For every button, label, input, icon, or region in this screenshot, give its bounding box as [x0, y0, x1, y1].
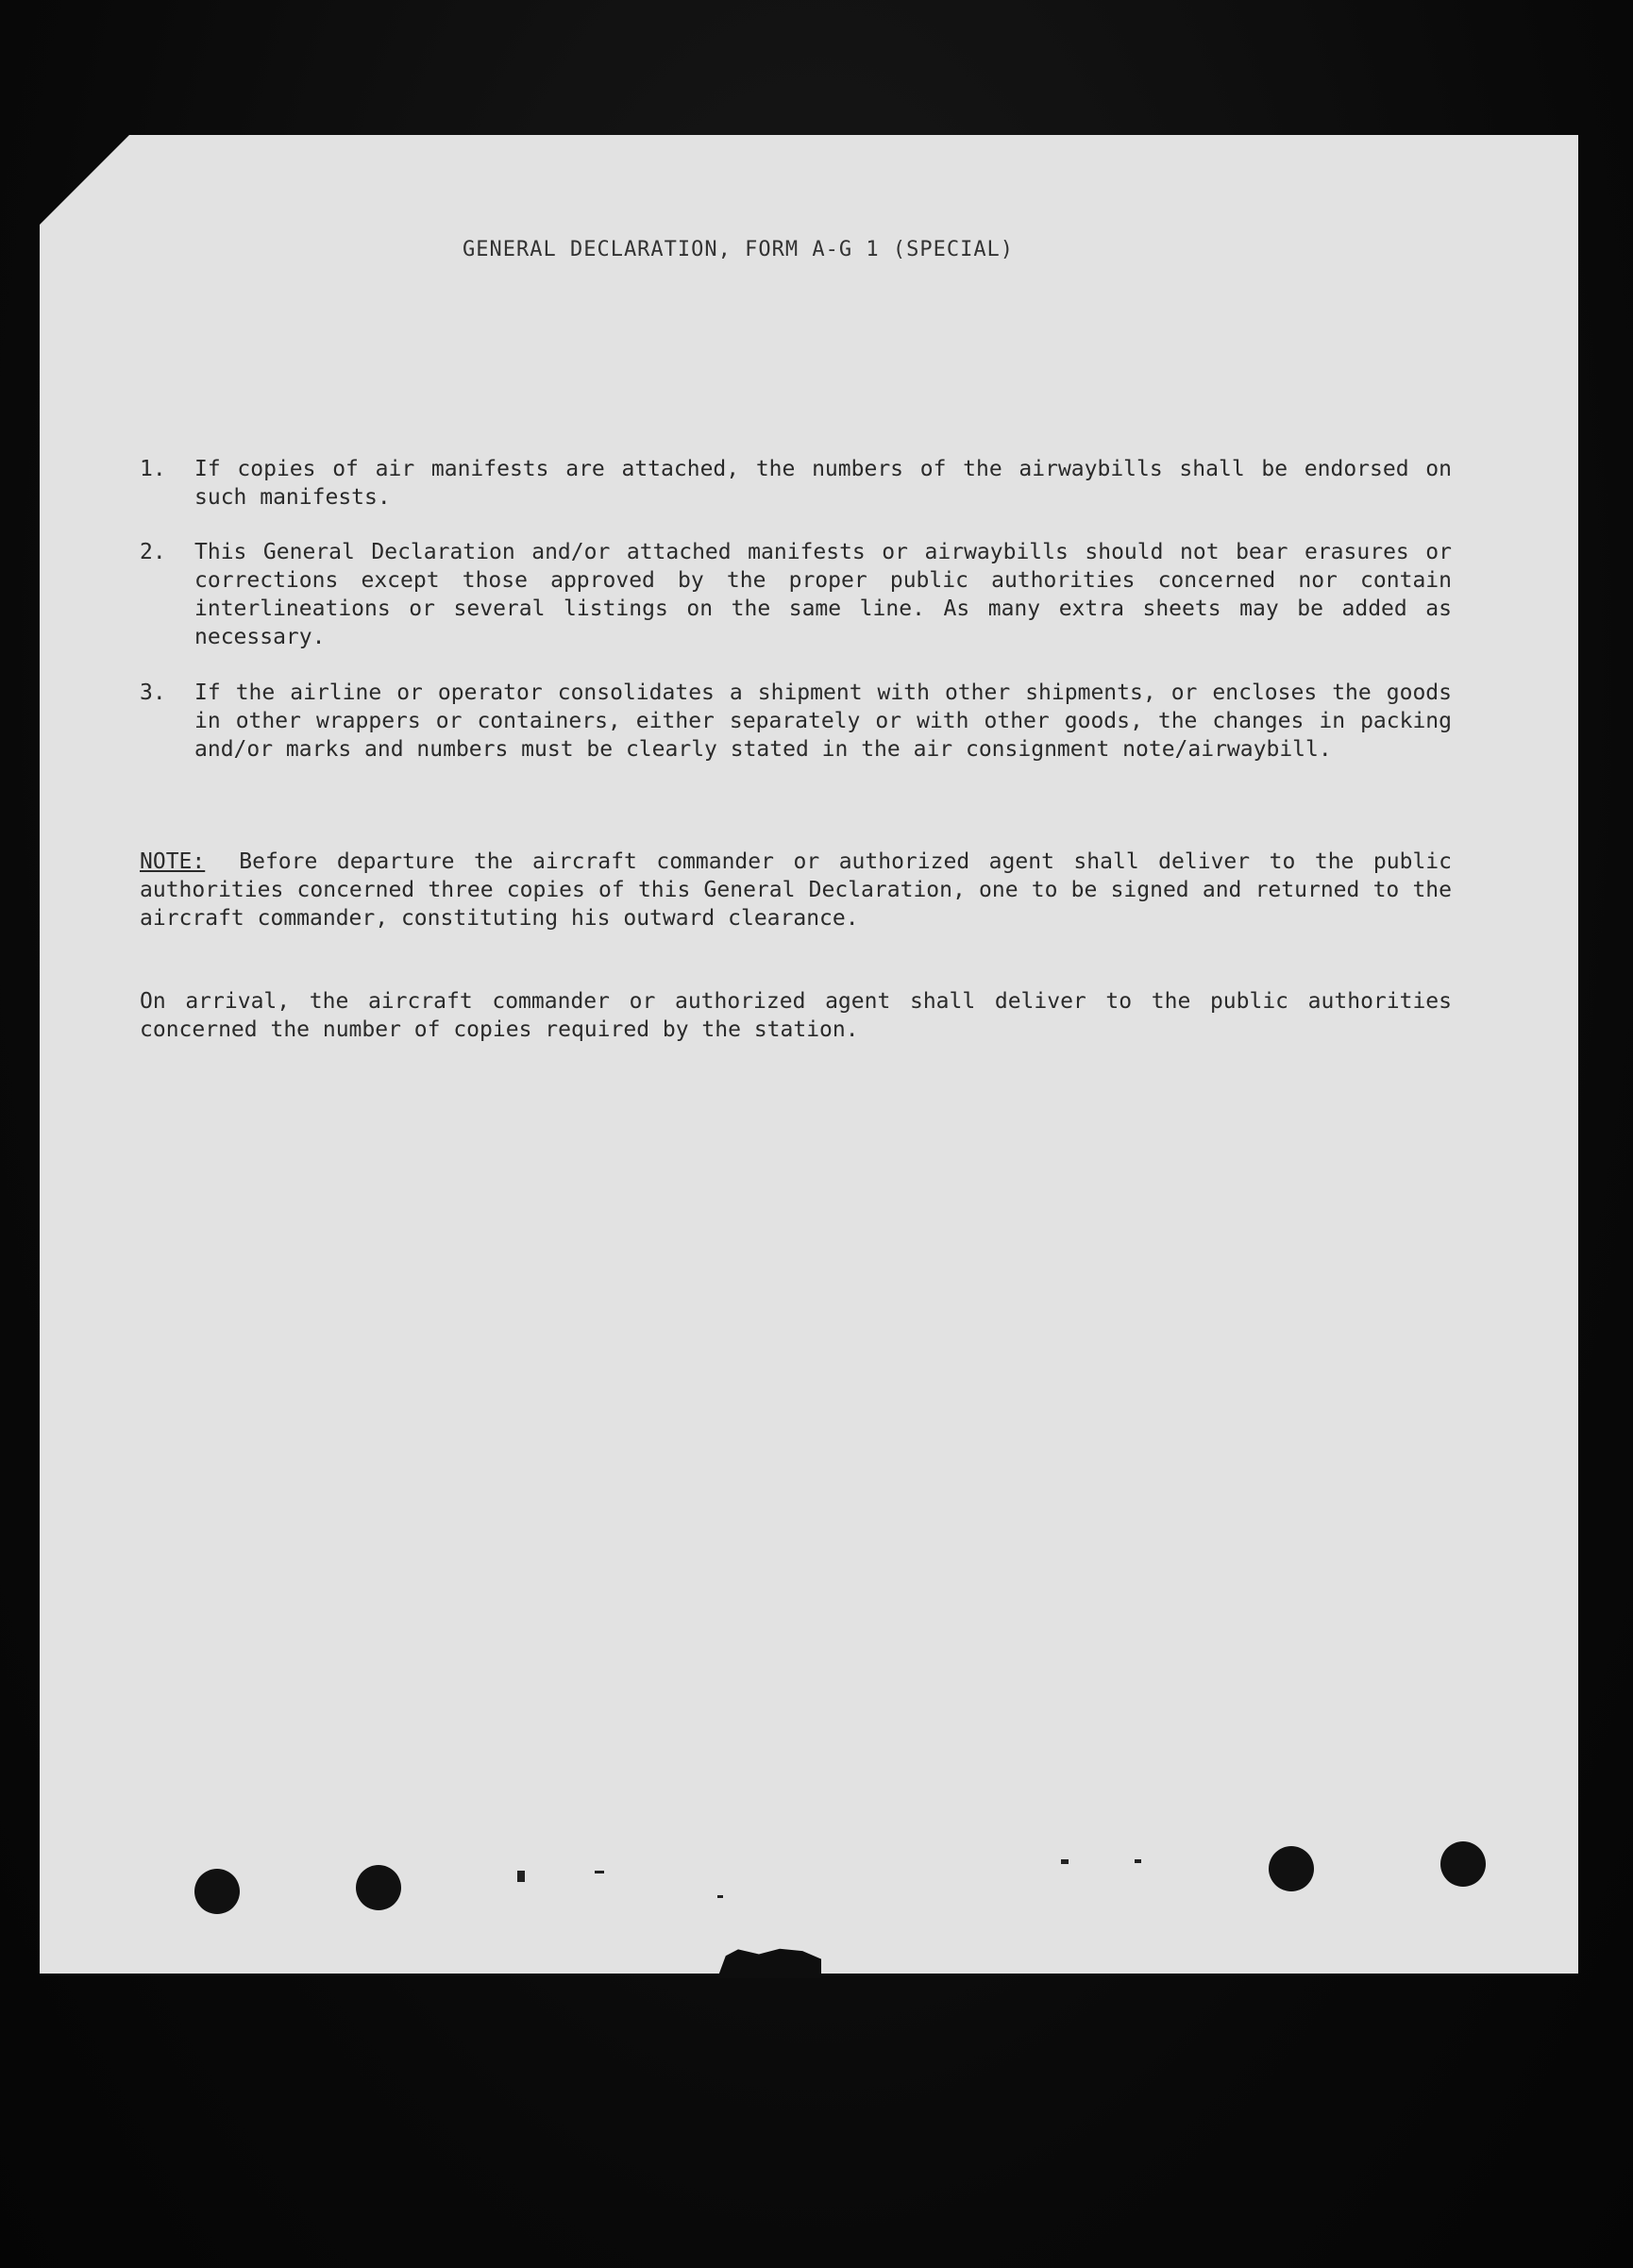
list-item — [140, 538, 1452, 651]
list-item — [140, 679, 1452, 764]
punch-hole — [356, 1865, 401, 1910]
document-page — [40, 135, 1578, 1974]
item-text: If the airline or operator consolidates a shipment with other shipments, or encloses the goods in other wrappers or containers, either separately or with other goods, the changes in packing and/or marks and numbers must be clearly stated in the air consignment note/airwaybill. — [194, 680, 1452, 762]
item-text: If copies of air manifests are attached, the numbers of the airwaybills shall be endorsed on such manifests. — [194, 457, 1452, 510]
arrival-paragraph: On arrival, the aircraft commander or authorized agent shall deliver to the public authorities concerned the number of copies required by the station. — [140, 989, 1452, 1042]
item-number: 1. — [140, 457, 166, 481]
punch-hole — [1269, 1846, 1314, 1891]
note-paragraph — [140, 848, 1452, 932]
punch-hole — [194, 1869, 240, 1914]
item-text: This General Declaration and/or attached manifests or airwaybills should not bear erasures or corrections except those approved by the proper public authorities concerned nor contain interlineations or several listings on the same line. As many extra sheets may be added as necessary. — [194, 540, 1452, 649]
item-number: 2. — [140, 540, 166, 564]
note-label: NOTE: — [140, 849, 206, 874]
ink-speck — [595, 1871, 604, 1873]
punch-hole — [1440, 1841, 1486, 1887]
list-item — [140, 455, 1452, 512]
note-text: Before departure the aircraft commander or authorized agent shall deliver to the public authorities concerned three copies of this General Declaration, one to be signed and returned to the aircraft commander, constituting his outward clearance. — [140, 849, 1452, 931]
ink-speck — [1135, 1859, 1141, 1863]
document-title: GENERAL DECLARATION, FORM A-G 1 (SPECIAL) — [463, 238, 1015, 261]
item-number: 3. — [140, 680, 166, 705]
ink-speck — [517, 1871, 525, 1882]
ink-speck — [717, 1895, 723, 1898]
ink-speck — [1061, 1859, 1069, 1864]
